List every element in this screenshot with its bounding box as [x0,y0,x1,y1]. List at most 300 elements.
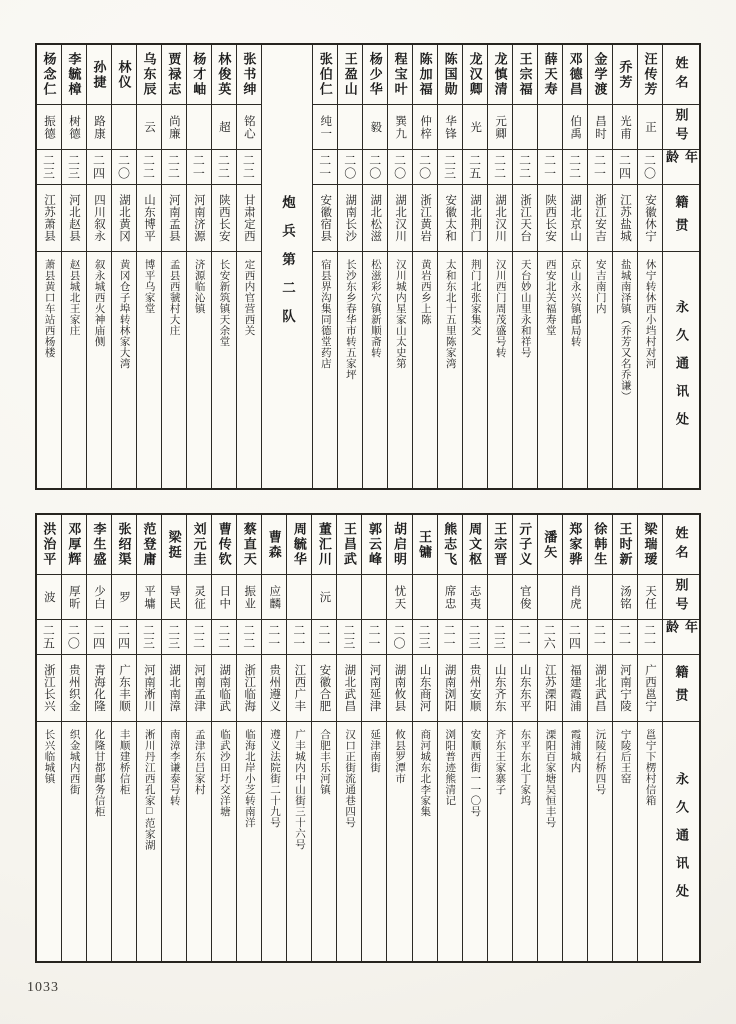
entry-name: 张绍渠 [112,515,136,575]
entry-name: 程宝叶 [388,45,412,105]
entry-age: 二一 [613,620,637,655]
entry-age: 二二 [187,620,211,655]
entry-native: 福建霞浦 [563,655,587,722]
entry-alias: 铭心 [237,105,261,150]
entry-alias: 振业 [237,575,261,620]
entry-alias [287,575,311,620]
entry-name: 龙汉卿 [463,45,487,105]
entry-native: 江苏盐城 [613,185,637,252]
entry-alias: 天任 [638,575,662,620]
entry-native: 山东商河 [413,655,437,722]
roster-entry-column [262,515,287,961]
entry-age: 二一 [287,620,311,655]
entry-age: 二〇 [638,150,662,185]
entry-age: 二四 [87,620,111,655]
roster-entry-column [187,515,212,961]
entry-alias: 路康 [87,105,111,150]
entry-age: 二一 [262,620,286,655]
entry-name: 龙慎清 [488,45,512,105]
roster-entry-column [137,515,162,961]
entry-name: 乔芳 [613,45,637,105]
entry-age: 二六 [538,620,562,655]
entry-native: 湖北汉川 [488,185,512,252]
header-address-label: 永久通讯处 [674,300,690,440]
entry-address: 溧阳百家塘吴恒丰号 [544,729,556,828]
entry-address: 博平乌家堂 [143,259,155,314]
roster-entry-column [538,45,563,488]
entry-age: 二一 [538,150,562,185]
header-name-label: 姓名 [663,45,699,105]
entry-native: 广西邕宁 [638,655,662,722]
entry-alias [538,575,562,620]
header-alias-label: 别号 [663,105,699,150]
entry-address: 西安北关福寿堂 [544,259,556,336]
entry-alias [338,105,362,150]
entry-address: 延津南街 [369,729,381,773]
entry-address: 临海北岸小芝转南洋 [243,729,255,828]
entry-alias: 罗 [112,575,136,620]
roster-entry-column [463,45,488,488]
entry-native: 贵州遵义 [262,655,286,722]
entry-alias: 超 [212,105,236,150]
entry-name: 林俊英 [212,45,236,105]
entry-address: 休宁转休西小垱村对河 [644,259,656,369]
entry-alias: 仲梓 [413,105,437,150]
entry-address: 天台妙山里永和祥号 [519,259,531,358]
entry-name: 薛天寿 [538,45,562,105]
entry-address: 萧县黄口车站西杨楼 [43,259,55,358]
entry-native: 山东博平 [137,185,161,252]
entry-native: 湖北荆门 [463,185,487,252]
entry-age: 二二 [563,150,587,185]
entry-age: 二一 [588,150,612,185]
entry-alias: 应麟 [262,575,286,620]
entry-native: 湖北武昌 [337,655,361,722]
entry-age: 二三 [337,620,361,655]
entry-age: 二〇 [388,150,412,185]
roster-entry-column [37,515,62,961]
roster-entry-column [162,45,187,488]
entry-name: 王宗晋 [488,515,512,575]
roster-entry-column [212,45,237,488]
entry-address: 汉口正街流通巷四号 [344,729,356,828]
entry-address: 沅陵石桥四号 [594,729,606,795]
entry-alias: 尚廉 [162,105,186,150]
roster-entry-column [62,515,87,961]
entry-alias: 毅 [363,105,387,150]
entry-age: 二三 [413,620,437,655]
header-native-label: 籍贯 [663,655,699,722]
entry-name: 郑家骅 [563,515,587,575]
entry-name: 洪治平 [37,515,61,575]
page-number: 1033 [27,980,59,995]
entry-native: 浙江临海 [237,655,261,722]
entry-alias: 波 [37,575,61,620]
entry-name: 王时新 [613,515,637,575]
entry-name: 李生盛 [87,515,111,575]
entry-address: 长安新筑镇天余堂 [218,259,230,347]
entry-native: 河南孟县 [162,185,186,252]
entry-name: 杨念仁 [37,45,61,105]
entry-alias: 正 [638,105,662,150]
entry-native: 湖北武昌 [588,655,612,722]
header-address-label: 永久通讯处 [674,771,690,912]
entry-address: 广丰城内中山街三十六号 [293,729,305,850]
entry-address: 商河城东北李家集 [419,729,431,817]
entry-name: 曹森 [262,515,286,575]
header-name-label: 姓名 [663,515,699,575]
header-alias-label: 别号 [663,575,699,620]
section-divider-label: 炮兵第二队 [280,195,296,338]
entry-name: 金学渡 [588,45,612,105]
entry-age: 二〇 [363,150,387,185]
entry-native: 湖南攸县 [387,655,411,722]
roster-entry-column [338,45,363,488]
entry-name: 杨少华 [363,45,387,105]
entry-alias [538,105,562,150]
entry-native: 湖北南漳 [162,655,186,722]
entry-native: 浙江天台 [513,185,537,252]
entry-name: 潘矢 [538,515,562,575]
entry-age: 二一 [312,620,336,655]
roster-entry-column [413,45,438,488]
entry-age: 二〇 [62,620,86,655]
entry-address: 南漳李谦泰号转 [168,729,180,806]
header-native-label: 籍贯 [663,185,699,252]
entry-age: 二二 [513,150,537,185]
entry-address: 邕宁下楞村信箱 [644,729,656,806]
entry-name: 贾禄志 [162,45,186,105]
roster-entry-column [588,45,613,488]
roster-entry-column [237,515,262,961]
entry-native: 湖北京山 [563,185,587,252]
roster-entry-column [363,45,388,488]
entry-alias: 伯禹 [563,105,587,150]
header-age-label: 年龄 [663,150,699,185]
entry-alias [488,575,512,620]
section-divider-column [262,45,313,488]
entry-alias: 纯一 [313,105,337,150]
roster-table-bottom [35,513,701,963]
roster-entry-column [112,45,137,488]
entry-age: 二三 [488,620,512,655]
entry-address: 济源临沁镇 [193,259,205,314]
entry-name: 熊志飞 [438,515,462,575]
entry-age: 二二 [212,620,236,655]
roster-entry-column [413,515,438,961]
entry-address: 攸县罗潭市 [394,729,406,784]
entry-address: 汉川西门周茂盛号转 [494,259,506,358]
roster-entry-column [513,515,538,961]
entry-address: 长沙东乡春华市转五家坪 [344,259,356,380]
entry-native: 江西广丰 [287,655,311,722]
entry-address: 东平东北丁家坞 [519,729,531,806]
entry-alias: 云 [137,105,161,150]
entry-alias: 沅 [312,575,336,620]
entry-age: 二二 [488,150,512,185]
entry-name: 董汇川 [312,515,336,575]
roster-entry-column [312,515,337,961]
roster-entry-column [187,45,212,488]
entry-native: 湖南临武 [212,655,236,722]
entry-name: 林仪 [112,45,136,105]
entry-native: 浙江长兴 [37,655,61,722]
entry-alias [112,105,136,150]
entry-native: 河南孟津 [187,655,211,722]
entry-age: 二三 [162,620,186,655]
entry-alias: 巽九 [388,105,412,150]
roster-entry-column [62,45,87,488]
entry-address: 赵县城北王家庄 [68,259,80,336]
entry-alias: 日中 [212,575,236,620]
entry-age: 二二 [237,620,261,655]
entry-age: 二二 [237,150,261,185]
entry-alias [588,575,612,620]
roster-entry-column [137,45,162,488]
entry-age: 二三 [137,620,161,655]
entry-name: 王昌武 [337,515,361,575]
header-age-label: 年龄 [663,620,699,655]
entry-alias: 平墉 [137,575,161,620]
entry-alias: 光甫 [613,105,637,150]
entry-name: 周毓华 [287,515,311,575]
entry-name: 曹传钦 [212,515,236,575]
entry-name: 徐韩生 [588,515,612,575]
roster-entry-column [237,45,262,488]
entry-address: 黄岩西乡上陈 [419,259,431,325]
entry-name: 梁瑞瑷 [638,515,662,575]
roster-entry-column [538,515,563,961]
roster-entry-column [488,45,513,488]
entry-alias: 席忠 [438,575,462,620]
entry-address: 定西内官营西关 [243,259,255,336]
entry-alias [513,105,537,150]
roster-entry-column [563,45,588,488]
entry-alias: 树德 [62,105,86,150]
entry-name: 张伯仁 [313,45,337,105]
entry-address: 孟县西虢村大庄 [168,259,180,336]
roster-entry-column [438,515,463,961]
entry-alias: 肖虎 [563,575,587,620]
roster-entry-column [388,45,413,488]
roster-entry-column [212,515,237,961]
entry-age: 二〇 [338,150,362,185]
entry-native: 山东东平 [513,655,537,722]
entry-alias: 华锋 [438,105,462,150]
entry-alias [337,575,361,620]
table-header-column [663,515,699,961]
entry-name: 王盈山 [338,45,362,105]
entry-alias: 汤铭 [613,575,637,620]
roster-entry-column [513,45,538,488]
entry-address: 盐城南泽镇（乔芳又名乔谦） [619,259,631,402]
entry-age: 二一 [638,620,662,655]
entry-alias [413,575,437,620]
entry-alias [187,105,211,150]
entry-age: 二五 [37,620,61,655]
roster-entry-column [162,515,187,961]
entry-native: 安徽合肥 [312,655,336,722]
entry-native: 河南宁陵 [613,655,637,722]
entry-age: 二三 [62,150,86,185]
entry-age: 二四 [613,150,637,185]
entry-address: 合肥丰乐河镇 [319,729,331,795]
entry-address: 孟津东吕家村 [193,729,205,795]
entry-native: 河南济源 [187,185,211,252]
entry-name: 杨才岫 [187,45,211,105]
entry-age: 二一 [513,620,537,655]
entry-name: 陈国勋 [438,45,462,105]
entry-age: 二一 [438,620,462,655]
entry-address: 宿县界沟集同德堂药店 [319,259,331,369]
entry-alias: 志夷 [463,575,487,620]
entry-age: 二三 [37,150,61,185]
entry-alias: 振德 [37,105,61,150]
entry-native: 江苏溧阳 [538,655,562,722]
entry-name: 王镛 [413,515,437,575]
roster-entry-column [287,515,312,961]
entry-address: 京山永兴镇邮局转 [569,259,581,347]
entry-native: 湖北黄冈 [112,185,136,252]
roster-entry-column [313,45,338,488]
entry-age: 二〇 [112,150,136,185]
roster-entry-column [613,515,638,961]
entry-native: 陕西长安 [212,185,236,252]
entry-alias: 灵征 [187,575,211,620]
roster-entry-column [563,515,588,961]
entry-native: 广东丰顺 [112,655,136,722]
entry-age: 二四 [87,150,111,185]
entry-alias: 官俊 [513,575,537,620]
entry-native: 陕西长安 [538,185,562,252]
table-header-column [663,45,699,488]
entry-address: 浏阳普迹熊清记 [444,729,456,806]
roster-entry-column [438,45,463,488]
entry-age: 二二 [137,150,161,185]
entry-native: 浙江黄岩 [413,185,437,252]
entry-name: 张书绅 [237,45,261,105]
entry-age: 二一 [313,150,337,185]
entry-native: 安徽太和 [438,185,462,252]
entry-name: 孙捷 [87,45,111,105]
entry-alias: 光 [463,105,487,150]
entry-native: 贵州织金 [62,655,86,722]
entry-name: 李毓樟 [62,45,86,105]
entry-age: 二〇 [413,150,437,185]
entry-native: 湖南浏阳 [438,655,462,722]
entry-address: 淅川丹江西孔家□范家湖 [143,729,155,851]
entry-address: 安吉南门内 [594,259,606,314]
entry-alias: 昌时 [588,105,612,150]
entry-native: 山东齐东 [488,655,512,722]
entry-native: 贵州安顺 [463,655,487,722]
entry-address: 安顺西街一一〇号 [469,729,481,817]
entry-address: 霞浦城内 [569,729,581,773]
roster-entry-column [362,515,387,961]
entry-native: 青海化隆 [87,655,111,722]
entry-age: 二二 [212,150,236,185]
roster-entry-column [638,515,663,961]
entry-name: 汪传芳 [638,45,662,105]
entry-age: 二三 [438,150,462,185]
entry-age: 二一 [187,150,211,185]
entry-native: 湖北松滋 [363,185,387,252]
entry-native: 湖南长沙 [338,185,362,252]
entry-name: 郭云峰 [362,515,386,575]
entry-address: 织金城内西街 [68,729,80,795]
roster-entry-column [463,515,488,961]
entry-name: 邓德昌 [563,45,587,105]
entry-native: 甘肃定西 [237,185,261,252]
entry-address: 遵义法院街二十九号 [268,729,280,828]
entry-address: 松滋彩穴镇新顺斋转 [369,259,381,358]
entry-address: 长兴临城镇 [43,729,55,784]
roster-entry-column [37,45,62,488]
roster-entry-column [112,515,137,961]
entry-name: 王宗福 [513,45,537,105]
entry-address: 叙永城西火神庙侧 [93,259,105,347]
entry-name: 陈加福 [413,45,437,105]
entry-native: 四川叙永 [87,185,111,252]
entry-native: 河南延津 [362,655,386,722]
entry-native: 江苏萧县 [37,185,61,252]
entry-age: 二一 [588,620,612,655]
entry-age: 二一 [362,620,386,655]
entry-native: 河南淅川 [137,655,161,722]
entry-alias: 导民 [162,575,186,620]
entry-address: 宁陵后王窑 [619,729,631,784]
entry-native: 安徽宿县 [313,185,337,252]
entry-alias: 元卿 [488,105,512,150]
entry-native: 浙江安吉 [588,185,612,252]
entry-address: 荆门北张家集交 [469,259,481,336]
entry-age: 二四 [112,620,136,655]
entry-name: 范登庸 [137,515,161,575]
entry-name: 邓厚辉 [62,515,86,575]
entry-native: 河北赵县 [62,185,86,252]
entry-age: 二四 [563,620,587,655]
entry-age: 二三 [463,620,487,655]
entry-age: 二五 [463,150,487,185]
entry-native: 湖北汉川 [388,185,412,252]
entry-name: 周文枢 [463,515,487,575]
entry-name: 亓子义 [513,515,537,575]
entry-address: 齐东王家寨子 [494,729,506,795]
entry-address: 丰顺建桥信柜 [118,729,130,795]
entry-name: 刘元圭 [187,515,211,575]
roster-entry-column [613,45,638,488]
roster-entry-column [387,515,412,961]
entry-native: 安徽休宁 [638,185,662,252]
entry-address: 黄冈仓子埠转林家大湾 [118,259,130,369]
entry-address: 太和东北十五里陈家湾 [444,259,456,369]
roster-entry-column [87,45,112,488]
roster-entry-column [87,515,112,961]
roster-entry-column [588,515,613,961]
entry-name: 蔡直天 [237,515,261,575]
entry-name: 乌东辰 [137,45,161,105]
entry-address: 化隆甘都邮务信柜 [93,729,105,817]
entry-age: 二〇 [387,620,411,655]
entry-name: 胡启明 [387,515,411,575]
entry-alias: 厚昕 [62,575,86,620]
entry-address: 汉川城内星家山太史第 [394,259,406,369]
entry-age: 二二 [162,150,186,185]
roster-entry-column [337,515,362,961]
entry-alias: 忧天 [387,575,411,620]
entry-address: 临武沙田圩交洋塘 [218,729,230,817]
roster-entry-column [638,45,663,488]
